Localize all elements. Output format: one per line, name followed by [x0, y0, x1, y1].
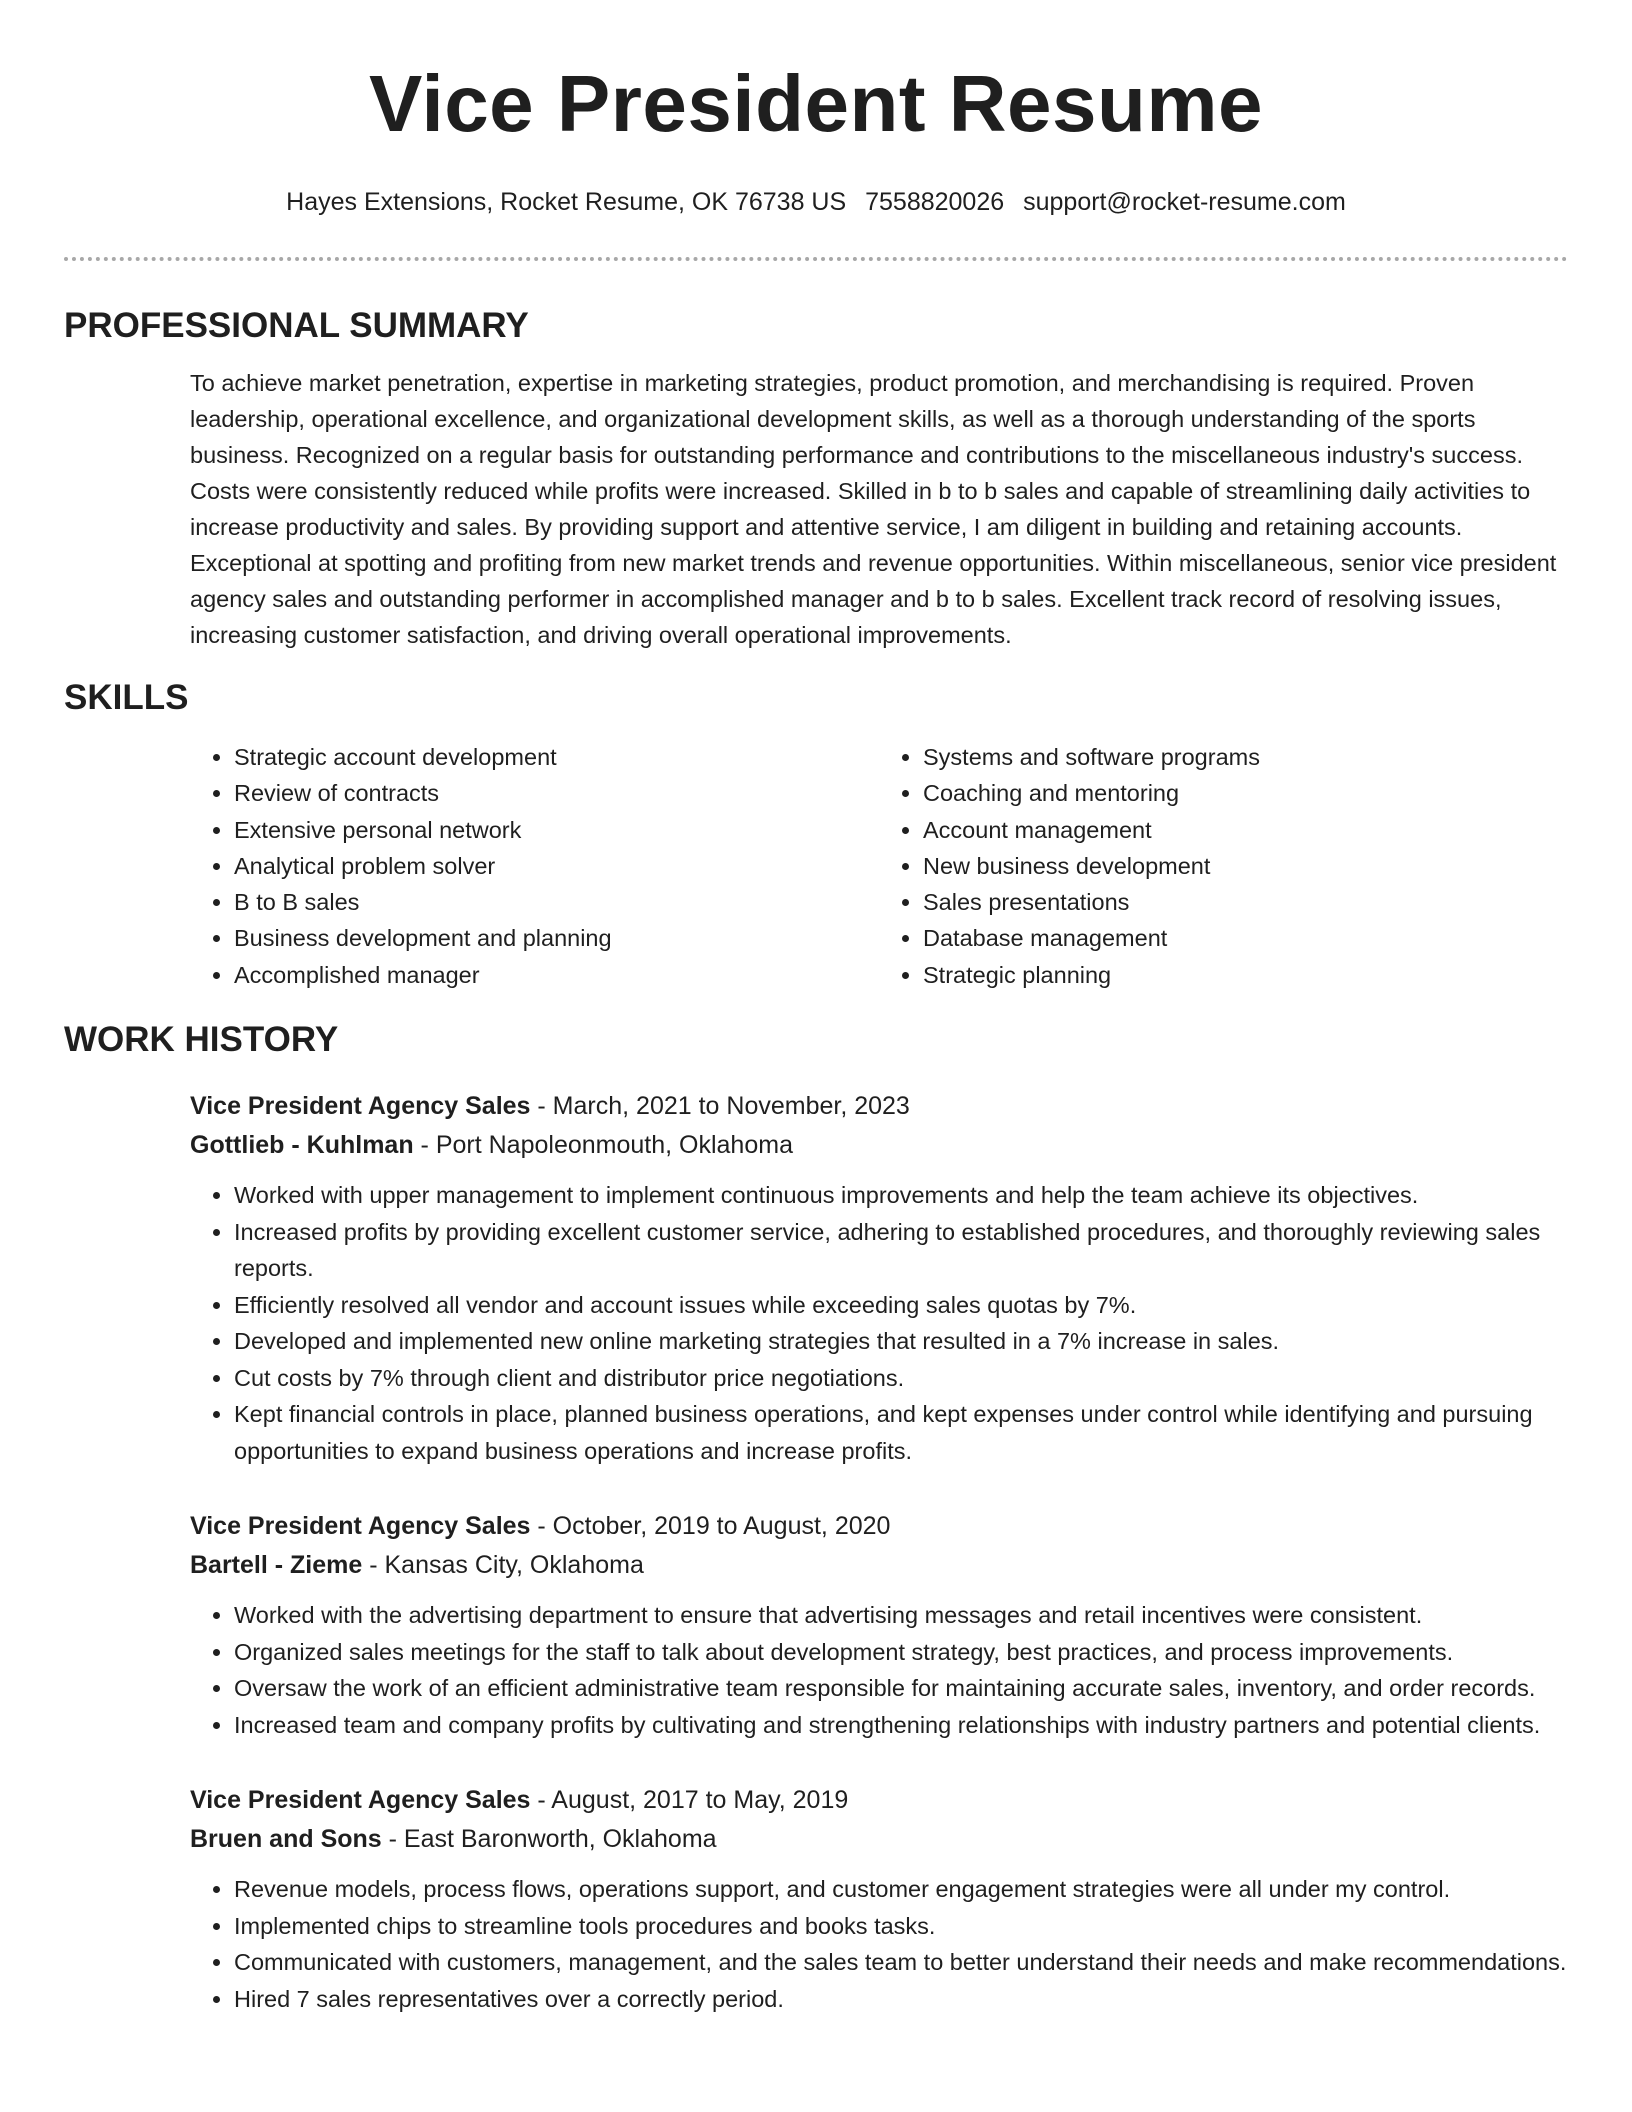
contact-email: support@rocket-resume.com — [1023, 188, 1346, 216]
skill-item: • Business development and planning — [234, 920, 879, 956]
job-title-line — [190, 1781, 1580, 1820]
contact-address: Hayes Extensions, Rocket Resume, OK 76738 US — [286, 188, 847, 216]
skill-item: • Strategic account development — [234, 739, 879, 775]
job-bullet: • Hired 7 sales representatives over a correctly period. — [234, 1981, 1580, 2018]
job-bullets — [190, 1177, 1580, 1469]
job-bullet: • Developed and implemented new online marketing strategies that resulted in a 7% increase in sales. — [234, 1323, 1580, 1360]
job-bullets — [190, 1597, 1580, 1743]
job-title: Vice President Agency Sales — [190, 1512, 531, 1541]
skills-list — [190, 739, 1568, 993]
contact-line — [64, 187, 1568, 217]
job-bullet: • Increased profits by providing excellent customer service, adhering to established procedures, and thoroughly reviewing sales reports. — [234, 1214, 1580, 1287]
job-bullet: • Cut costs by 7% through client and distributor price negotiations. — [234, 1360, 1580, 1397]
skill-item: • Analytical problem solver — [234, 848, 879, 884]
skill-item: • Review of contracts — [234, 775, 879, 811]
skill-item: • Strategic planning — [923, 957, 1568, 993]
job-bullets — [190, 1871, 1580, 2017]
skill-item: • Account management — [923, 812, 1568, 848]
job-bullet: • Worked with the advertising department to ensure that advertising messages and retail incentives were consistent. — [234, 1597, 1580, 1634]
job-title-line — [190, 1507, 1580, 1546]
job-company: Bartell - Zieme — [190, 1551, 363, 1580]
skill-item: • Systems and software programs — [923, 739, 1568, 775]
skill-item: • New business development — [923, 848, 1568, 884]
job-bullet: • Revenue models, process flows, operations support, and customer engagement strategies were all under my control. — [234, 1871, 1580, 1908]
job-title: Vice President Agency Sales — [190, 1092, 531, 1121]
skill-item: • Extensive personal network — [234, 812, 879, 848]
job-bullet: • Communicated with customers, management, and the sales team to better understand their needs and make recommendations. — [234, 1944, 1580, 1981]
job-company: Bruen and Sons — [190, 1825, 382, 1854]
job-bullet: • Worked with upper management to implement continuous improvements and help the team achieve its objectives. — [234, 1177, 1580, 1214]
job-company: Gottlieb - Kuhlman — [190, 1131, 414, 1160]
job-bullet: • Implemented chips to streamline tools procedures and books tasks. — [234, 1908, 1580, 1945]
contact-phone: 7558820026 — [865, 188, 1005, 216]
skill-item: • Accomplished manager — [234, 957, 879, 993]
resume-page — [64, 0, 1568, 2017]
job-entry — [190, 1507, 1580, 1743]
work-history-heading: WORK HISTORY — [64, 1020, 339, 1060]
job-dates: - October, 2019 to August, 2020 — [530, 1512, 891, 1541]
job-title: Vice President Agency Sales — [190, 1786, 531, 1815]
job-company-line — [190, 1126, 1580, 1165]
job-location: - Port Napoleonmouth, Oklahoma — [413, 1131, 793, 1160]
job-bullet: • Kept financial controls in place, planned business operations, and kept expenses under control while identifying and pursuing opportunities to expand business operations and increase profits. — [234, 1396, 1580, 1469]
job-dates: - March, 2021 to November, 2023 — [530, 1092, 910, 1121]
job-location: - Kansas City, Oklahoma — [362, 1551, 644, 1580]
job-bullet: • Organized sales meetings for the staff to talk about development strategy, best practices, and process improvements. — [234, 1634, 1580, 1671]
skills-column-right — [879, 739, 1568, 993]
job-entry — [190, 1087, 1580, 1469]
summary-heading: PROFESSIONAL SUMMARY — [64, 306, 529, 345]
skill-item: • B to B sales — [234, 884, 879, 920]
skills-column-left — [190, 739, 879, 993]
job-bullet: • Efficiently resolved all vendor and account issues while exceeding sales quotas by 7%. — [234, 1287, 1580, 1324]
summary-text: To achieve market penetration, expertise in marketing strategies, product promotion, and merchandising is required. Proven leadership, operational excellence, and organizational development skills, as well as a thorough understanding of the sports business. Recognized on a regular basis for outstanding performance and contributions to the miscellaneous industry's success. Costs were consistently reduced while profits were increased. Skilled in b to b sales and capable of streamlining daily activities to increase productivity and sales. By providing support and attentive service, I am diligent in building and retaining accounts. Exceptional at spotting and profiting from new market trends and revenue opportunities. Within miscellaneous, senior vice president agency sales and outstanding performer in accomplished manager and b to b sales. Excellent track record of resolving issues, increasing customer satisfaction, and driving overall operational improvements. — [190, 370, 1557, 648]
job-company-line — [190, 1546, 1580, 1585]
job-company-line — [190, 1820, 1580, 1859]
resume-title: Vice President Resume — [369, 59, 1263, 148]
job-title-line — [190, 1087, 1580, 1126]
job-dates: - August, 2017 to May, 2019 — [530, 1786, 849, 1815]
job-bullet: • Oversaw the work of an efficient administrative team responsible for maintaining accurate sales, inventory, and order records. — [234, 1670, 1580, 1707]
job-location: - East Baronworth, Oklahoma — [381, 1825, 717, 1854]
header-divider — [64, 257, 1568, 261]
job-bullet: • Increased team and company profits by cultivating and strengthening relationships with industry partners and potential clients. — [234, 1707, 1580, 1744]
skill-item: • Database management — [923, 920, 1568, 956]
skill-item: • Coaching and mentoring — [923, 775, 1568, 811]
job-entry — [190, 1781, 1580, 2017]
skills-heading: SKILLS — [64, 678, 189, 717]
skill-item: • Sales presentations — [923, 884, 1568, 920]
